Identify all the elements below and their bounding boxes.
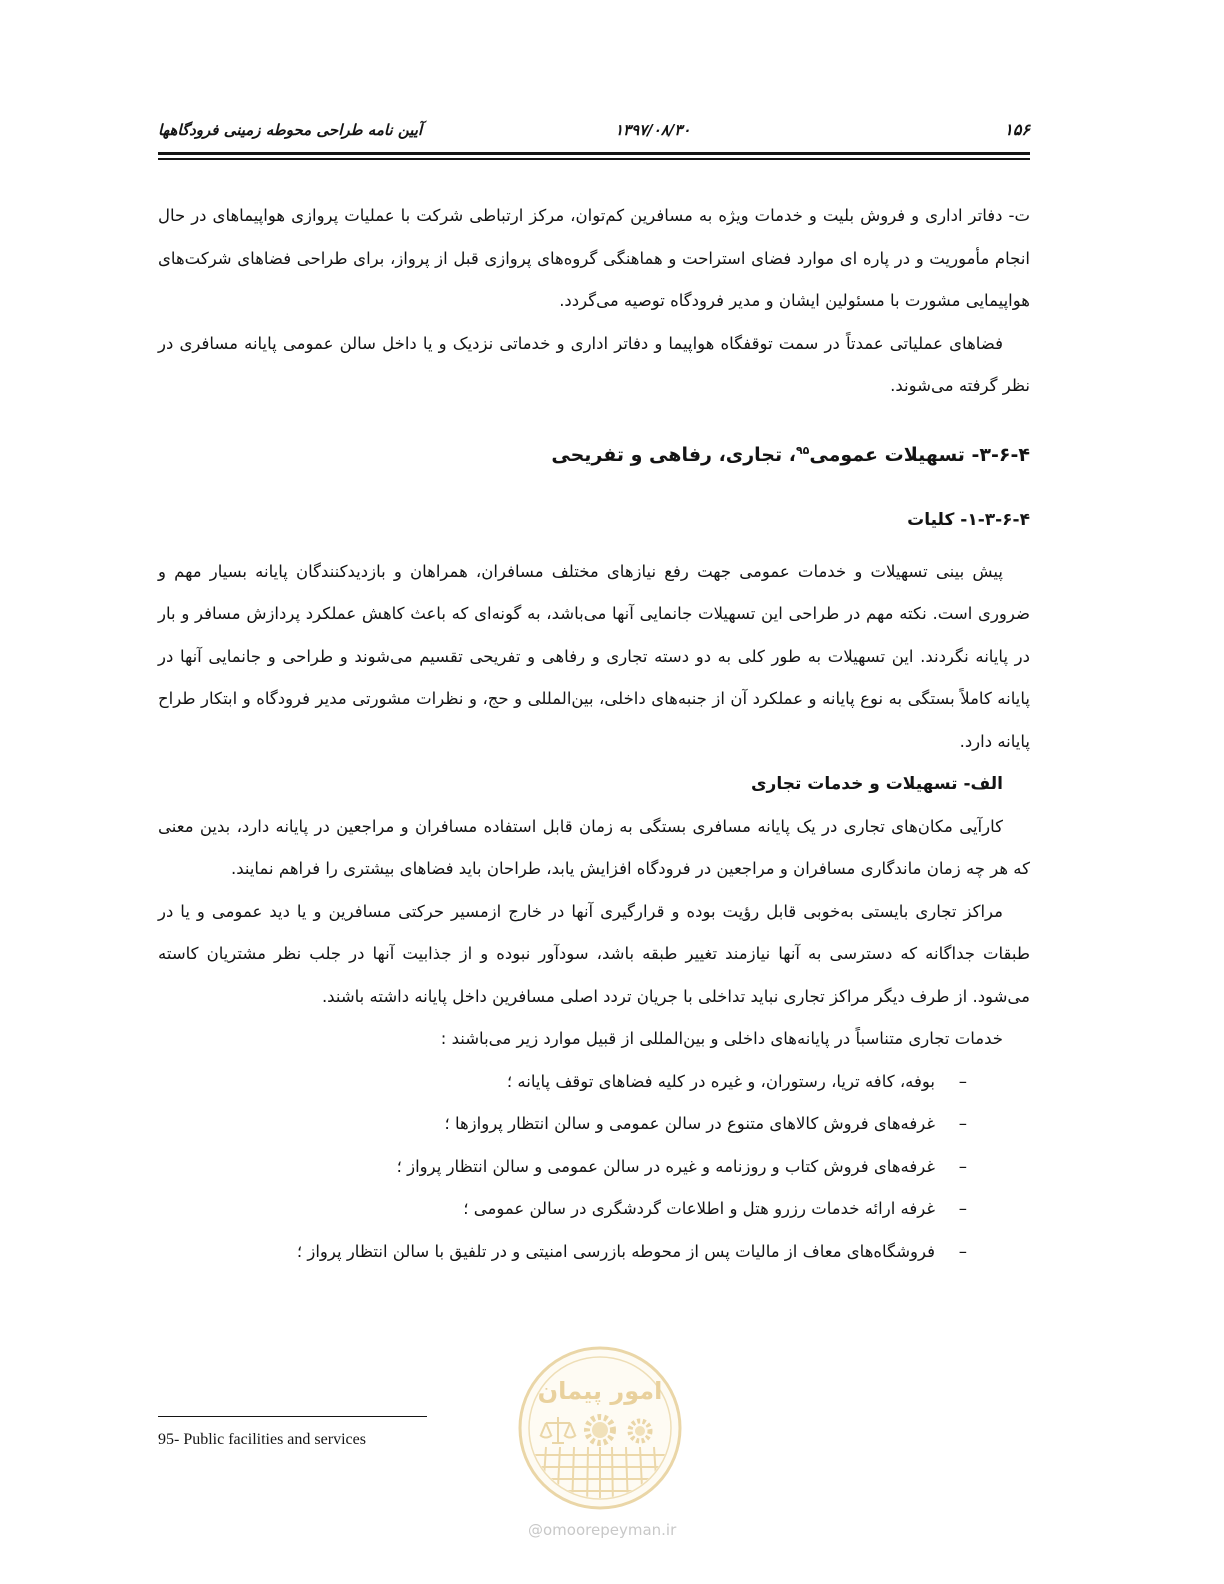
paragraph-item-t: ت- دفاتر اداری و فروش بلیت و خدمات ویژه به مسافرین کم‌توان، مرکز ارتباطی شرکت با عملیات پروازی هواپیماهای در حال انجام مأموریت و در پاره ای موارد فضای استراحت و هماهنگی گروه‌های پروازی قبل از پرواز، برای طراحی فضاهای شرکت‌های هواپیمایی مشورت با مسئولین ایشان و مدیر فرودگاه توصیه می‌گردد.	[158, 206, 1030, 310]
list-item	[158, 1103, 1030, 1146]
section-number: ۴-۶-۳-	[971, 443, 1030, 466]
section-title-part: ، تجاری، رفاهی و تفریحی	[551, 443, 796, 466]
header-rule-thick	[158, 152, 1030, 155]
paragraph-commercial-centers: مراکز تجاری بایستی به‌خوبی قابل رؤیت بوده و قرارگیری آنها در خارج ازمسیر حرکتی مسافرین و یا دید عمومی و یا در طبقات جداگانه که دسترسی به آنها نیازمند تغییر طبقه باشد، سودآور نبوده و از جذابیت آنها در جلب نظر مشتریان کاسته می‌شود. از طرف دیگر مراکز تجاری نباید تداخلی با جریان تردد اصلی مسافرین داخل پایانه داشته باشند.	[158, 901, 1030, 1006]
paragraph-general: پیش بینی تسهیلات و خدمات عمومی جهت رفع نیازهای مختلف مسافران، همراهان و بازدیدکنندگان پایانه بسیار مهم و ضروری است. نکته مهم در طراحی این تسهیلات جانمایی آنها می‌باشد، به گونه‌ای که باعث کاهش عملکرد پردازش مسافر و بار در پایانه نگردند. این تسهیلات به طور کلی به دو دسته تجاری و رفاهی و تفریحی تقسیم می‌شوند و طراحی و جانمایی آنها در پایانه کاملاً بستگی به نوع پایانه و عملکرد آن از جنبه‌های داخلی، بین‌المللی و حج، و نظرات مشورتی مدیر فرودگاه و ابتکار طراح پایانه دارد.	[158, 561, 1030, 751]
section-heading	[158, 434, 1030, 477]
list-intro: خدمات تجاری متناسباً در پایانه‌های داخلی و بین‌المللی از قبیل موارد زیر می‌باشند :	[440, 1029, 1003, 1048]
footnote: 95- Public facilities and services	[158, 1431, 366, 1448]
paragraph-operational-spaces: فضاهای عملیاتی عمدتاً در سمت توقفگاه هواپیما و دفاتر اداری و خدماتی نزدیک و یا داخل سالن عمومی پایانه مسافری در نظر گرفته می‌شوند.	[158, 333, 1030, 395]
header-date: ۱۳۹۷/۰۸/۳۰	[615, 121, 691, 139]
list-dash: –	[958, 1241, 967, 1261]
list-dash: –	[958, 1199, 967, 1218]
list-item-text: غرفه‌های فروش کالاهای متنوع در سالن عمومی و سالن انتظار پروازها ؛	[444, 1114, 935, 1133]
list-item-text: غرفه‌های فروش کتاب و روزنامه و غیره در سالن عمومی و سالن انتظار پرواز ؛	[396, 1156, 935, 1176]
header-title: آیین نامه طراحی محوطه زمینی فرودگاهها	[158, 121, 423, 139]
commercial-services-list	[158, 1061, 1030, 1274]
section-title	[551, 444, 965, 466]
list-item	[158, 1061, 1030, 1104]
list-item-text: بوفه، کافه تریا، رستوران، و غیره در کلیه فضاهای توقف پایانه ؛	[506, 1071, 935, 1091]
body-text	[158, 195, 1030, 1273]
list-dash: –	[958, 1114, 967, 1133]
section-title-part: تسهیلات عمومی	[809, 443, 965, 466]
page-number: ۱۵۶	[1004, 120, 1030, 139]
paragraph-commercial-efficiency: کارآیی مکان‌های تجاری در یک پایانه مسافری بستگی به زمان قابل استفاده مسافران و مراجعین در پایانه دارد، بدین معنی که هر چه زمان ماندگاری مسافران و مراجعین در فرودگاه افزایش یابد، طراحان باید فضاهای بیشتری را فراهم نمایند.	[158, 816, 1030, 878]
seal-logo-text: امور پیمان	[537, 1377, 663, 1405]
list-item	[158, 1146, 1030, 1189]
subsection-number: ۴-۶-۳-۱-	[960, 510, 1030, 530]
footnote-ref: ۹۵	[795, 443, 810, 457]
header-rule-thin	[158, 158, 1030, 160]
subsection-heading-general	[158, 499, 1030, 542]
list-item	[158, 1188, 1030, 1231]
list-item	[158, 1231, 1030, 1274]
subheading-commercial: الف- تسهیلات و خدمات تجاری	[750, 774, 1003, 794]
watermark-site-text: @omoorepeyman.ir	[528, 1521, 677, 1539]
list-item-text: فروشگاه‌های معاف از مالیات پس از محوطه بازرسی امنیتی و در تلفیق با سالن انتظار پرواز ؛	[296, 1241, 935, 1261]
list-item-text: غرفه ارائه خدمات رزرو هتل و اطلاعات گردشگری در سالن عمومی ؛	[463, 1199, 935, 1218]
watermark-seal	[500, 1343, 700, 1513]
list-dash: –	[958, 1156, 967, 1176]
subsection-title: کلیات	[907, 510, 955, 530]
running-header	[158, 117, 1030, 143]
footnote-separator	[158, 1416, 427, 1417]
list-dash: –	[958, 1071, 967, 1091]
